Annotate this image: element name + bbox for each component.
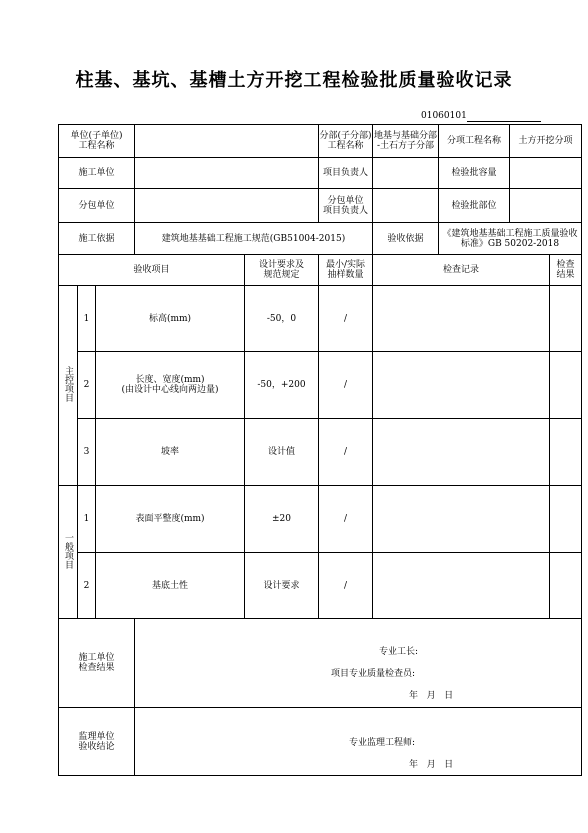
item-result[interactable] (550, 553, 582, 619)
subitem-label: 分项工程名称 (439, 125, 510, 158)
item-number: 2 (78, 553, 96, 619)
subitem-value: 土方开挖分项 (510, 125, 582, 158)
item-result[interactable] (550, 486, 582, 553)
row-basis (59, 223, 582, 255)
item-name: 长度、宽度(mm) (由设计中心线向两边量) (96, 352, 245, 419)
main-items-label: 主控项目 (59, 286, 78, 486)
item-sample: / (319, 419, 373, 486)
construction-check-body[interactable] (135, 619, 582, 708)
construction-check-label: 施工单位 检查结果 (59, 619, 135, 708)
basis-value: 建筑地基基础工程施工规范(GB51004-2015) (135, 223, 373, 255)
item-sample: / (319, 286, 373, 352)
item-requirement: 设计要求 (245, 553, 319, 619)
unit-value[interactable] (135, 125, 319, 158)
general-items-label: 一般项目 (59, 486, 78, 619)
supervision-check-label: 监理单位 验收结论 (59, 708, 135, 776)
item-requirement: -50，0 (245, 286, 319, 352)
item-requirement: 设计值 (245, 419, 319, 486)
item-result[interactable] (550, 286, 582, 352)
table-row (59, 352, 582, 419)
col-item: 验收项目 (59, 255, 245, 286)
division-label: 分部(子分部) 工程名称 (319, 125, 373, 158)
subcontractor-value[interactable] (135, 189, 319, 223)
item-result[interactable] (550, 419, 582, 486)
project-manager-label: 项目负责人 (319, 158, 373, 189)
division-value: 地基与基础分部 -土石方子分部 (373, 125, 439, 158)
subcontractor-label: 分包单位 (59, 189, 135, 223)
row-unit-name (59, 125, 582, 158)
basis-label: 施工依据 (59, 223, 135, 255)
row-column-headers (59, 255, 582, 286)
table-row (59, 486, 582, 553)
row-supervision-check (59, 708, 582, 776)
project-manager-value[interactable] (373, 158, 439, 189)
quality-inspector-label: 项目专业质量检查员: (331, 669, 416, 679)
code-underline (467, 121, 541, 122)
item-record[interactable] (373, 419, 550, 486)
item-sample: / (319, 352, 373, 419)
item-sample: / (319, 553, 373, 619)
form-code: 01060101 (421, 111, 467, 121)
acceptance-basis-label: 验收依据 (373, 223, 439, 255)
table-row (59, 553, 582, 619)
item-number: 1 (78, 486, 96, 553)
col-sample: 最小/实际 抽样数量 (319, 255, 373, 286)
item-number: 3 (78, 419, 96, 486)
item-requirement: -50，+200 (245, 352, 319, 419)
supervision-date-label: 年 月 日 (409, 760, 454, 770)
item-record[interactable] (373, 286, 550, 352)
item-requirement: ±20 (245, 486, 319, 553)
page-title: 柱基、基坑、基槽土方开挖工程检验批质量验收记录 (75, 70, 513, 91)
col-requirement: 设计要求及 规范规定 (245, 255, 319, 286)
supervision-check-body[interactable] (135, 708, 582, 776)
item-number: 2 (78, 352, 96, 419)
item-name: 标高(mm) (96, 286, 245, 352)
item-sample: / (319, 486, 373, 553)
foreman-label: 专业工长: (379, 647, 419, 657)
col-record: 检查记录 (373, 255, 550, 286)
unit-label: 单位(子单位) 工程名称 (59, 125, 135, 158)
batch-capacity-value[interactable] (510, 158, 582, 189)
batch-location-label: 检验批部位 (439, 189, 510, 223)
row-constructor (59, 158, 582, 189)
batch-location-value[interactable] (510, 189, 582, 223)
table-row (59, 286, 582, 352)
sub-manager-value[interactable] (373, 189, 439, 223)
item-name: 表面平整度(mm) (96, 486, 245, 553)
batch-capacity-label: 检验批容量 (439, 158, 510, 189)
row-subcontractor (59, 189, 582, 223)
sub-manager-label: 分包单位 项目负责人 (319, 189, 373, 223)
acceptance-basis-value: 《建筑地基基础工程施工质量验收 标准》GB 50202-2018 (439, 223, 582, 255)
item-result[interactable] (550, 352, 582, 419)
item-record[interactable] (373, 352, 550, 419)
item-record[interactable] (373, 553, 550, 619)
constructor-label: 施工单位 (59, 158, 135, 189)
item-record[interactable] (373, 486, 550, 553)
row-construction-check (59, 619, 582, 708)
inspection-form-table (58, 124, 582, 776)
item-name: 坡率 (96, 419, 245, 486)
item-number: 1 (78, 286, 96, 352)
constructor-value[interactable] (135, 158, 319, 189)
construction-date-label: 年 月 日 (409, 691, 454, 701)
supervising-engineer-label: 专业监理工程师: (349, 738, 416, 748)
table-row (59, 419, 582, 486)
item-name: 基底土性 (96, 553, 245, 619)
col-result: 检查 结果 (550, 255, 582, 286)
